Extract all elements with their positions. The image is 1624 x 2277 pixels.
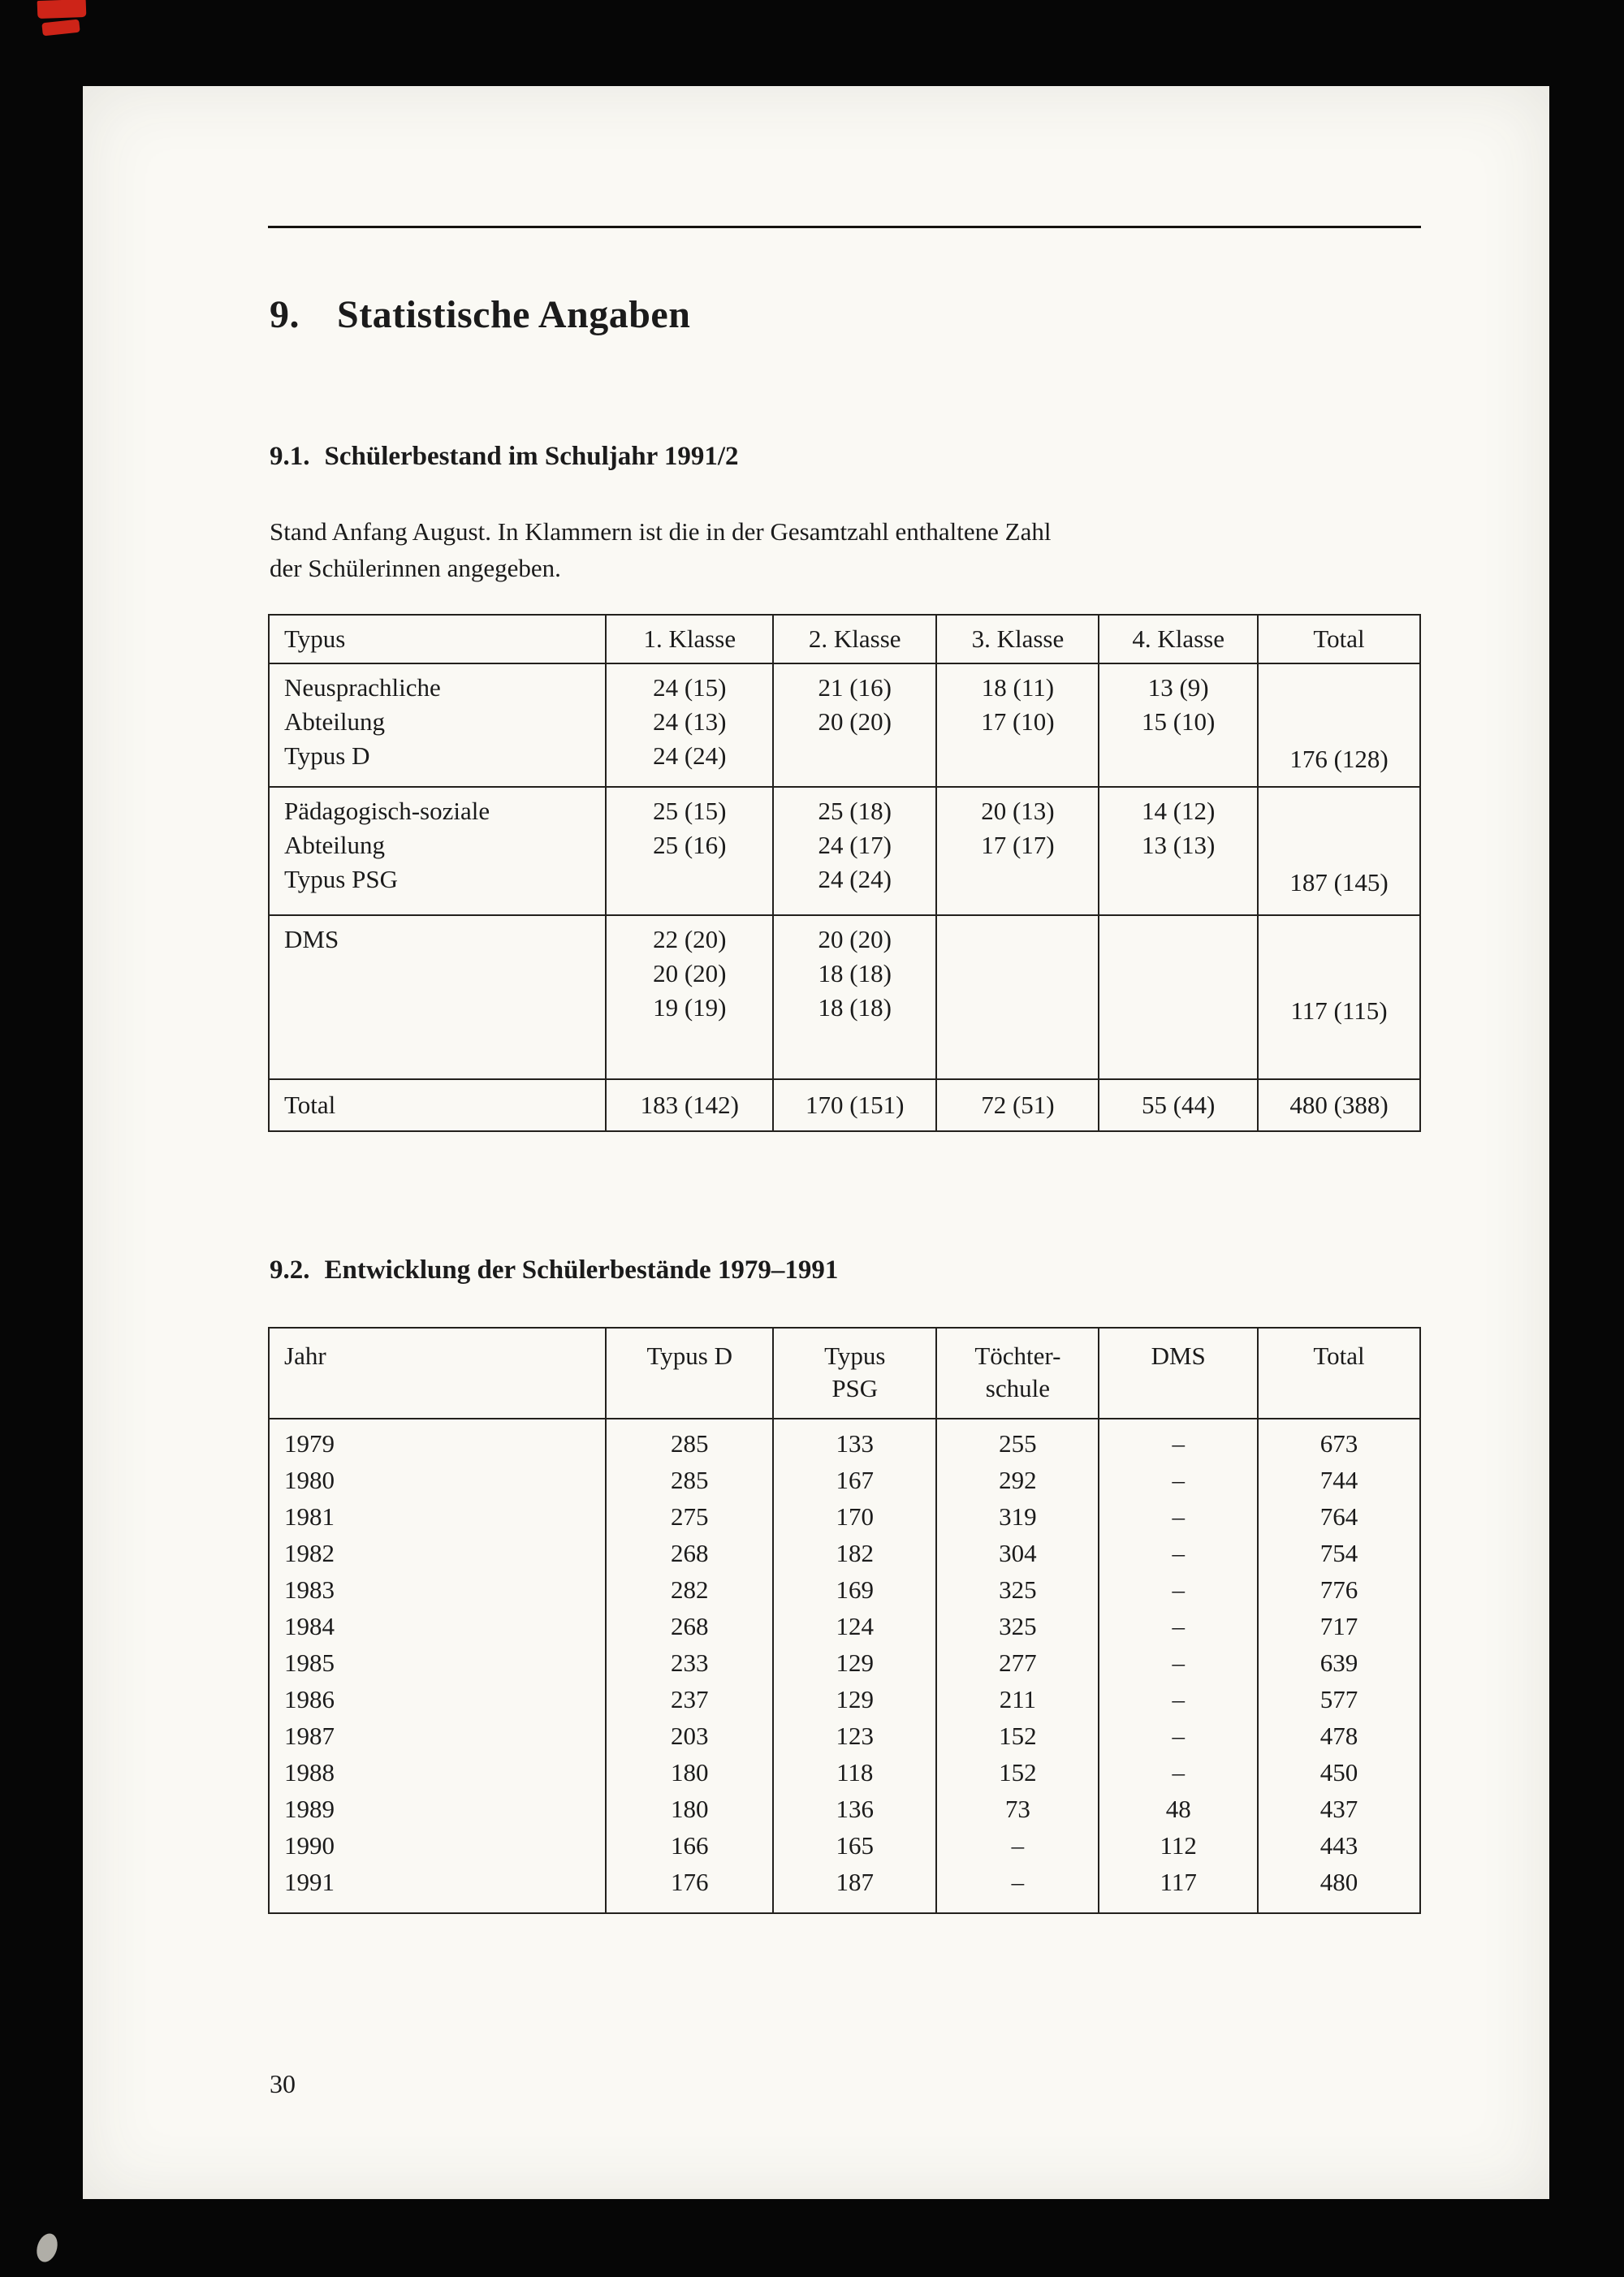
value-cell: 776 — [1258, 1571, 1420, 1608]
year-row-1985 — [269, 1644, 1420, 1681]
development-table — [268, 1327, 1421, 1914]
cell-line: 14 (12) — [1141, 797, 1216, 825]
cell-line: 17 (17) — [981, 831, 1055, 859]
value-cell: 450 — [1258, 1754, 1420, 1791]
header-line: Jahr — [284, 1342, 326, 1370]
year-cell: 1981 — [269, 1498, 606, 1535]
typus-cell — [269, 787, 606, 915]
value-cell: 117 — [1099, 1864, 1258, 1913]
row-total-cell: 117 (115) — [1258, 915, 1420, 1079]
cell-line: 13 (13) — [1141, 831, 1216, 859]
year-cell: 1988 — [269, 1754, 606, 1791]
value-cell: 203 — [606, 1717, 773, 1754]
year-cell: 1979 — [269, 1419, 606, 1462]
value-cell: 187 — [773, 1864, 936, 1913]
development-header-row — [269, 1328, 1420, 1419]
value-cell: 764 — [1258, 1498, 1420, 1535]
year-row-1987 — [269, 1717, 1420, 1754]
value-cell: – — [1099, 1419, 1258, 1462]
column-header-1 — [606, 1328, 773, 1419]
year-row-1986 — [269, 1681, 1420, 1717]
cell-line: 24 (13) — [653, 707, 727, 736]
year-row-1980 — [269, 1462, 1420, 1498]
value-cell: 152 — [936, 1754, 1099, 1791]
value-cell: 182 — [773, 1535, 936, 1571]
header-line: DMS — [1151, 1342, 1206, 1370]
column-header-5 — [1258, 1328, 1420, 1419]
section-heading-text: Entwicklung der Schülerbestände 1979–1991 — [324, 1255, 839, 1285]
year-row-1982 — [269, 1535, 1420, 1571]
value-cell: – — [936, 1827, 1099, 1864]
value-cell: – — [1099, 1717, 1258, 1754]
total-value-cell: 170 (151) — [773, 1079, 936, 1131]
cell-line: 22 (20) — [653, 925, 727, 953]
column-header-2 — [773, 1328, 936, 1419]
value-cell: – — [1099, 1498, 1258, 1535]
value-cell: 169 — [773, 1571, 936, 1608]
klasse3-cell — [936, 663, 1099, 787]
cell-line: 20 (20) — [818, 707, 892, 736]
header-line: Typus D — [646, 1342, 733, 1370]
year-row-1988 — [269, 1754, 1420, 1791]
header-line: Töchter- — [974, 1342, 1061, 1370]
section-heading-text: Schülerbestand im Schuljahr 1991/2 — [324, 442, 739, 471]
year-row-1979 — [269, 1419, 1420, 1462]
cell-line: Neusprachliche — [284, 673, 441, 702]
header-line: Typus — [824, 1342, 886, 1370]
cell-line: 20 (13) — [981, 797, 1055, 825]
value-cell: 268 — [606, 1535, 773, 1571]
klasse1-cell — [606, 663, 773, 787]
value-cell: 48 — [1099, 1791, 1258, 1827]
total-value-cell: 55 (44) — [1099, 1079, 1258, 1131]
cell-line: 24 (24) — [653, 741, 727, 770]
section-9-1-heading — [270, 442, 739, 472]
header-line: PSG — [831, 1374, 879, 1402]
klasse1-cell — [606, 787, 773, 915]
intro-line: der Schülerinnen angegeben. — [270, 554, 561, 582]
value-cell: 165 — [773, 1827, 936, 1864]
document-page — [83, 86, 1549, 2199]
enrollment-row-0 — [269, 663, 1420, 787]
value-cell: 319 — [936, 1498, 1099, 1535]
page-title — [270, 292, 690, 337]
typus-cell — [269, 663, 606, 787]
cell-line: 20 (20) — [653, 959, 727, 987]
header-line: Total — [1313, 1342, 1365, 1370]
value-cell: 167 — [773, 1462, 936, 1498]
value-cell: 744 — [1258, 1462, 1420, 1498]
grand-total-cell: 480 (388) — [1258, 1079, 1420, 1131]
value-cell: 325 — [936, 1608, 1099, 1644]
cell-line: 21 (16) — [818, 673, 892, 702]
klasse2-cell — [773, 787, 936, 915]
cell-line: 24 (15) — [653, 673, 727, 702]
value-cell: 180 — [606, 1754, 773, 1791]
cell-line: 17 (10) — [981, 707, 1055, 736]
column-header-typus: Typus — [269, 615, 606, 663]
value-cell: 73 — [936, 1791, 1099, 1827]
value-cell: – — [1099, 1644, 1258, 1681]
intro-paragraph — [270, 513, 1051, 586]
value-cell: 292 — [936, 1462, 1099, 1498]
row-total-cell: 176 (128) — [1258, 663, 1420, 787]
typus-cell — [269, 915, 606, 1079]
year-cell: 1991 — [269, 1864, 606, 1913]
value-cell: 124 — [773, 1608, 936, 1644]
red-pen-mark — [41, 19, 80, 37]
column-header-klasse-4: 4. Klasse — [1099, 615, 1258, 663]
cell-line: 20 (20) — [818, 925, 892, 953]
year-cell: 1985 — [269, 1644, 606, 1681]
value-cell: 176 — [606, 1864, 773, 1913]
chapter-number: 9. — [270, 293, 300, 336]
section-heading-number: 9.1. — [270, 442, 310, 471]
value-cell: 478 — [1258, 1717, 1420, 1754]
column-header-3 — [936, 1328, 1099, 1419]
value-cell: 325 — [936, 1571, 1099, 1608]
value-cell: 233 — [606, 1644, 773, 1681]
value-cell: 443 — [1258, 1827, 1420, 1864]
column-header-4 — [1099, 1328, 1258, 1419]
value-cell: 123 — [773, 1717, 936, 1754]
header-line: schule — [985, 1374, 1050, 1402]
value-cell: 112 — [1099, 1827, 1258, 1864]
year-cell: 1984 — [269, 1608, 606, 1644]
year-cell: 1990 — [269, 1827, 606, 1864]
value-cell: 277 — [936, 1644, 1099, 1681]
row-total-cell: 187 (145) — [1258, 787, 1420, 915]
cell-line: 18 (18) — [818, 959, 892, 987]
column-header-klasse-1: 1. Klasse — [606, 615, 773, 663]
value-cell: – — [1099, 1535, 1258, 1571]
value-cell: 577 — [1258, 1681, 1420, 1717]
cell-line: Typus D — [284, 741, 370, 770]
klasse1-cell — [606, 915, 773, 1079]
column-header-klasse-3: 3. Klasse — [936, 615, 1099, 663]
year-cell: 1980 — [269, 1462, 606, 1498]
column-header-total: Total — [1258, 615, 1420, 663]
cell-line: Typus PSG — [284, 865, 398, 893]
value-cell: 639 — [1258, 1644, 1420, 1681]
value-cell: 211 — [936, 1681, 1099, 1717]
red-pen-mark — [37, 0, 87, 19]
value-cell: – — [1099, 1754, 1258, 1791]
column-header-0 — [269, 1328, 606, 1419]
value-cell: 133 — [773, 1419, 936, 1462]
cell-line: 24 (17) — [818, 831, 892, 859]
cell-line: 18 (11) — [981, 673, 1055, 702]
klasse4-cell — [1099, 915, 1258, 1079]
klasse2-cell — [773, 663, 936, 787]
cell-line: 25 (16) — [653, 831, 727, 859]
section-heading-number: 9.2. — [270, 1255, 310, 1285]
cell-line: Abteilung — [284, 831, 385, 859]
cell-line: Abteilung — [284, 707, 385, 736]
cell-line: 13 (9) — [1147, 673, 1209, 702]
year-row-1981 — [269, 1498, 1420, 1535]
year-row-1991 — [269, 1864, 1420, 1913]
development-table-body — [269, 1419, 1420, 1913]
value-cell: 285 — [606, 1462, 773, 1498]
year-row-1990 — [269, 1827, 1420, 1864]
value-cell: 129 — [773, 1681, 936, 1717]
year-cell: 1987 — [269, 1717, 606, 1754]
cell-line: DMS — [284, 925, 339, 953]
total-label-cell: Total — [269, 1079, 606, 1131]
value-cell: 275 — [606, 1498, 773, 1535]
value-cell: 304 — [936, 1535, 1099, 1571]
value-cell: – — [1099, 1681, 1258, 1717]
value-cell: 166 — [606, 1827, 773, 1864]
year-row-1983 — [269, 1571, 1420, 1608]
value-cell: 717 — [1258, 1608, 1420, 1644]
cell-line: 18 (18) — [818, 993, 892, 1022]
value-cell: 180 — [606, 1791, 773, 1827]
value-cell: – — [1099, 1462, 1258, 1498]
year-cell: 1986 — [269, 1681, 606, 1717]
value-cell: – — [936, 1864, 1099, 1913]
enrollment-table-body — [269, 663, 1420, 1079]
value-cell: 170 — [773, 1498, 936, 1535]
cell-line: 25 (15) — [653, 797, 727, 825]
cell-line: 24 (24) — [818, 865, 892, 893]
enrollment-row-1 — [269, 787, 1420, 915]
enrollment-table-footer — [269, 1079, 1420, 1131]
year-cell: 1982 — [269, 1535, 606, 1571]
klasse3-cell — [936, 915, 1099, 1079]
intro-line: Stand Anfang August. In Klammern ist die in der Gesamtzahl enthaltene Zahl — [270, 517, 1052, 546]
enrollment-total-row — [269, 1079, 1420, 1131]
cell-line: 25 (18) — [818, 797, 892, 825]
value-cell: 480 — [1258, 1864, 1420, 1913]
value-cell: 285 — [606, 1419, 773, 1462]
year-row-1984 — [269, 1608, 1420, 1644]
value-cell: 255 — [936, 1419, 1099, 1462]
klasse3-cell — [936, 787, 1099, 915]
value-cell: 152 — [936, 1717, 1099, 1754]
scan-artifact — [33, 2231, 61, 2265]
total-value-cell: 72 (51) — [936, 1079, 1099, 1131]
enrollment-header-row — [269, 615, 1420, 663]
enrollment-table — [268, 614, 1421, 1132]
cell-line: 15 (10) — [1141, 707, 1216, 736]
year-cell: 1983 — [269, 1571, 606, 1608]
value-cell: 118 — [773, 1754, 936, 1791]
klasse4-cell — [1099, 663, 1258, 787]
year-cell: 1989 — [269, 1791, 606, 1827]
page-number: 30 — [270, 2069, 296, 2098]
klasse4-cell — [1099, 787, 1258, 915]
value-cell: 673 — [1258, 1419, 1420, 1462]
year-row-1989 — [269, 1791, 1420, 1827]
value-cell: 437 — [1258, 1791, 1420, 1827]
value-cell: 268 — [606, 1608, 773, 1644]
value-cell: – — [1099, 1608, 1258, 1644]
enrollment-row-2 — [269, 915, 1420, 1079]
value-cell: – — [1099, 1571, 1258, 1608]
value-cell: 136 — [773, 1791, 936, 1827]
chapter-title-text: Statistische Angaben — [337, 293, 691, 336]
klasse2-cell — [773, 915, 936, 1079]
column-header-klasse-2: 2. Klasse — [773, 615, 936, 663]
value-cell: 754 — [1258, 1535, 1420, 1571]
cell-line: 19 (19) — [653, 993, 727, 1022]
value-cell: 129 — [773, 1644, 936, 1681]
total-value-cell: 183 (142) — [606, 1079, 773, 1131]
cell-line: Pädagogisch-soziale — [284, 797, 490, 825]
section-9-2-heading — [270, 1255, 838, 1285]
value-cell: 237 — [606, 1681, 773, 1717]
value-cell: 282 — [606, 1571, 773, 1608]
horizontal-rule — [268, 226, 1421, 228]
